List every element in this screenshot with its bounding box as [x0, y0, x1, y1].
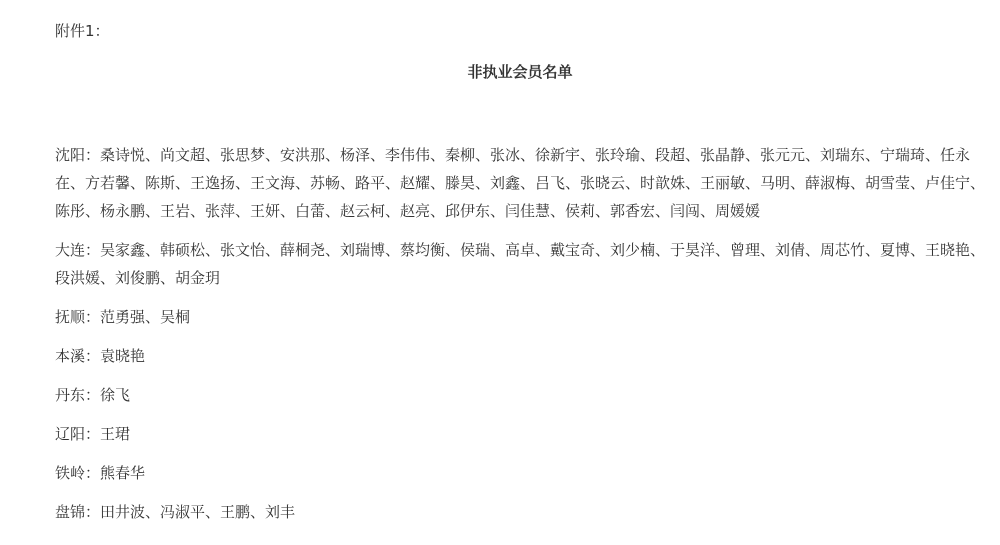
city-label: 盘锦： [55, 503, 101, 521]
section-dandong [55, 381, 990, 409]
member-names: 熊春华 [100, 464, 146, 482]
document-title: 非执业会员名单 [467, 63, 573, 81]
member-list [55, 141, 990, 537]
member-names: 桑诗悦、尚文超、张思梦、安洪那、杨泽、李伟伟、秦柳、张冰、徐新宇、张玲瑜、段超、张晶静、张元元、刘瑞东、宁瑞琦、任永在、方若馨、陈斯、王逸扬、王文海、苏畅、路平、赵耀、滕昊、刘鑫、吕飞、张晓云、时歆姝、王丽敏、马明、薛淑梅、胡雪莹、卢佳宁、陈彤、杨永鹏、王岩、张萍、王妍、白蕾、赵云柯、赵亮、邱伊东、闫佳慧、侯莉、郭香宏、闫闯、周媛媛 [55, 146, 986, 220]
section-shenyang [55, 141, 990, 225]
section-dalian [55, 236, 990, 292]
attachment-label: 附件1： [55, 22, 110, 40]
section-liaoyang [55, 420, 990, 448]
city-label: 抚顺： [55, 308, 101, 326]
city-label: 本溪： [55, 347, 101, 365]
member-names: 范勇强、吴桐 [100, 308, 191, 326]
member-names: 徐飞 [100, 386, 131, 404]
member-names: 吴家鑫、韩硕松、张文怡、薛桐尧、刘瑞博、蔡均衡、侯瑞、高卓、戴宝奇、刘少楠、于昊洋、曾理、刘倩、周芯竹、夏博、王晓艳、段洪媛、刘俊鹏、胡金玥 [55, 241, 986, 287]
member-names: 王珺 [100, 425, 131, 443]
city-label: 铁岭： [55, 464, 101, 482]
section-panjin [55, 498, 990, 526]
city-label: 沈阳： [55, 146, 101, 164]
member-names: 田井波、冯淑平、王鹏、刘丰 [100, 503, 296, 521]
section-tieling [55, 459, 990, 487]
city-label: 辽阳： [55, 425, 101, 443]
city-label: 大连： [55, 241, 101, 259]
section-benxi [55, 342, 990, 370]
member-names: 袁晓艳 [100, 347, 146, 365]
section-fushun [55, 303, 990, 331]
city-label: 丹东： [55, 386, 101, 404]
